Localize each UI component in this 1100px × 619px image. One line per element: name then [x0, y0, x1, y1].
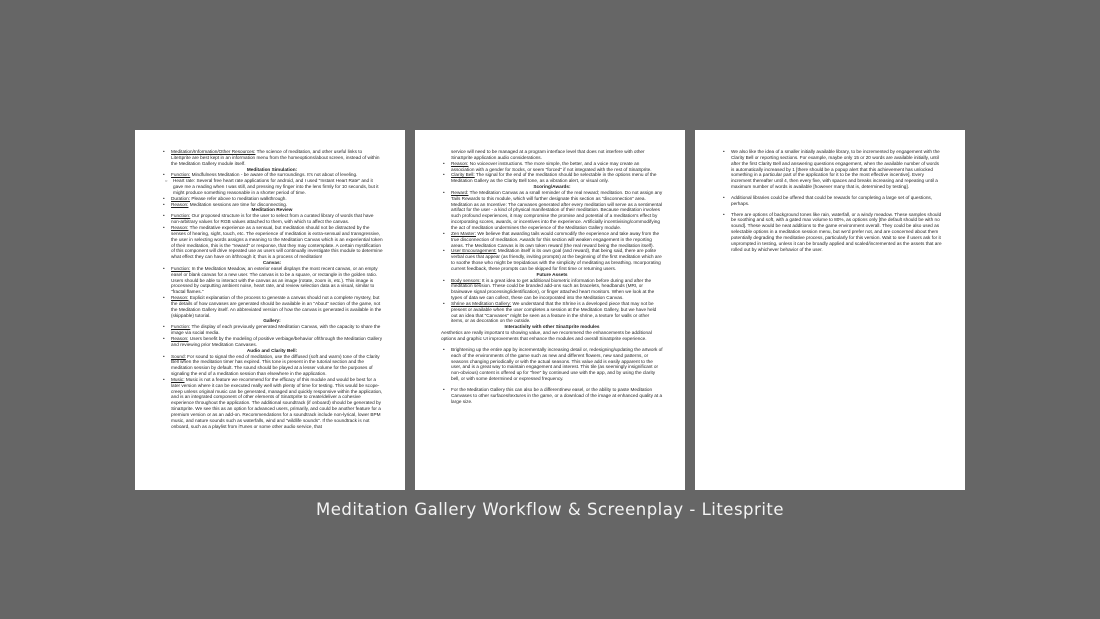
section-heading: Meditation Review: [251, 207, 293, 213]
bullet-text: We also like the idea of a smaller initially available library, to be incremented by engagement with the Clarity Bell or reporting sections. For example, maybe only 15 or 20 words are available initially, until after the first Clarity Bell and answering questions engagement, when the available number of words is automatically increased by 1 [there should be a popup alert that this achievement has unlocked something in a particular part of the application for it to be the most effective incentive]. Every increment thereafter until 4, then every five, with spaces and breaks increasing and repeating until a maximum number of words is available [however many that is, determined by testing].: [731, 149, 940, 190]
bullet-item: [171, 149, 383, 167]
bullet-text: Users benefit by the modeling of positive verbiage/behavior of/through the Meditation Gallery and reviewing prior Meditation Canvases.: [171, 336, 383, 347]
bullet-text: Heart rate: Several free heart rate applications for android, and I used "Instant Heart Rate" and it gave me a reading when I was still, and pressing my finger into the lens firmly for 10 seconds, but it might produce something reasonable in a shorter period of time.: [173, 178, 379, 195]
bullet-item: [171, 225, 383, 260]
bullet-term: Reason:: [171, 295, 189, 301]
bullet-text: Brightening up the entire app by incrementally increasing detail or, redesigning/updating the artwork of each of the environments of the game such as new and different flowers, new sand patterns, or seasons changing periodically or with the actual seasons. This value add is easily apparent to the user, and is a great way to maintain engagement and interest. This tile (as seemingly insignificant or non-obvious) content is offered up for "free" by continued use with the app, and by using the clarity bell, or with some determined or expressed frequency.: [451, 346, 663, 382]
bullet-list: [161, 354, 383, 430]
bullet-list: [441, 278, 663, 325]
section-heading: Meditation Simulation:: [246, 166, 298, 172]
bullet-text: For the Meditation Gallery this can also be a different/new easel, or the ability to paste Meditation Canvases to other surfaces/textures in the game, or a download of the image at enhanced quality at a large size.: [451, 386, 663, 404]
bullet-term: Function:: [171, 172, 191, 178]
bullet-list: [721, 149, 943, 190]
section-heading: Audio and Clarity Bell:: [246, 347, 298, 353]
bullet-text: Additional libraries could be offered that could be rewards for completing a large set of questions, perhaps.: [731, 194, 933, 206]
bullet-term: Shrine as Meditation Gallery:: [451, 300, 512, 306]
bullet-item: [451, 190, 663, 231]
bullet-item: [171, 336, 383, 348]
bullet-text: We believe that awarding tails would commodify the experience and take away from the true disconnection of meditation. Awards for this section will weaken engagement in the reporting areas. The Meditation Canvas is its own token reward (the real reward being the meditation itself).: [451, 230, 660, 248]
bullet-item: [451, 301, 663, 324]
bullet-term: Duration:: [171, 195, 191, 201]
bullet-list: [161, 324, 383, 347]
bullet-item: [451, 278, 663, 301]
bullet-list: [441, 190, 663, 272]
bullet-list: [441, 347, 663, 382]
bullet-text: No voiceover instructions. The more simple, the better, and a voice may create an association with a gender for Socks, or seem "forced" if not integrated with the rest of SinaSprite.: [451, 160, 652, 172]
bullet-item: [451, 231, 663, 249]
bullet-item: [171, 324, 383, 336]
sub-bullet-list: [161, 178, 383, 196]
bullet-text: The meditative experience as a sensual, but meditation should not be distracted by the senses of hearing, sight, touch, etc. The experience of meditation is extra-sensual and transgressive, the user in selecting words assigns a meaning to the Meditation Canvas which is an experiential token of their meditation, this is the "reward" or response, that they may contemplate. A certain mystification of this component will drive repeated use as users will continually investigate this module to determine what effect they can have on it/through it; thus is a process of meditation!: [171, 224, 383, 260]
bullet-list: [161, 149, 383, 167]
slide-caption: Meditation Gallery Workflow & Screenplay - Litesprite: [315, 500, 785, 519]
bullet-item: [451, 248, 663, 271]
bullet-text: The Meditation Canvas as a small reminder of the real reward; meditation. Do not assign any Tails Rewards to this module, which will further designate this section as "disconnection" area. Meditation as an Incentive: The canvases generated after every meditation will serve as a sentimental artifact for the user - a kind of physical manifestation of their meditation. Because meditation involves such profound experiences, it may compromise the promise and potential of a meditation's effect by incorporating scores, awards, or incentives into the experience. Artificially incentivising/commodifying the act of meditation undermines the experience of the Meditation Gallery module.: [451, 189, 663, 230]
bullet-item: [731, 212, 943, 253]
bullet-term: Zen Master:: [451, 230, 477, 236]
bullet-term: Reason:: [451, 160, 469, 166]
bullet-item: [171, 354, 383, 377]
bullet-term: Reward:: [451, 189, 469, 195]
bullet-text: The science of meditation, and other useful links to LiteSprite are best kept in an information menu from the homeoptions/about screen, instead of within the Meditation Gallery module itself.: [171, 149, 380, 166]
bullet-text: Music is not a feature we recommend for the efficacy of this module and would be best for a later version where it can be executed really well with plenty of time for testing. This would be scope-creep unless original music can be generated, managed and quickly responsive within the application, and is an integrated component of other elements of SinaSprite to create/deliver a cohesive experience throughout the application. The additional soundtrack (if onboard) should be generated by SinaSprite. We see this as an option for advanced users, primarily, and could be another feature for a premium version or as an add-on. Recommendations for a soundtrack include non-lyrical, lower BPM music, and nature sounds such as waterfalls, wind and "wildlife sounds". If the soundtrack is not onboard, such as a playlist from iTunes or some other audio service, that: [171, 376, 383, 429]
paragraph: Aesthetics are really important to showing value, and we recommend the enhancements be additional options and graphic UI improvements that enhance the modules and overall SinaSprite experience.: [441, 330, 652, 341]
document-page-2: [415, 130, 685, 490]
paragraph: service will need to be managed at a program interface level that does not interfere with other SinaSprite application audio considerations.: [451, 149, 645, 160]
section-heading: Future Assets: [536, 271, 568, 277]
bullet-item: [731, 149, 943, 190]
bullet-item: [171, 202, 383, 208]
bullet-list: [721, 212, 943, 253]
bullet-term: Function:: [171, 213, 191, 219]
bullet-item: [451, 172, 663, 184]
section-heading: Scoring/Awards:: [533, 184, 571, 190]
bullet-term: Music:: [171, 376, 185, 382]
bullet-list: [721, 195, 943, 207]
bullet-term: User Encouragement:: [451, 248, 497, 254]
bullet-text: In the Meditation Meadow, an exterior easel displays the most recent canvas, or an empty easel or blank canvas for a new user. The canvas is to be a square, or rectangle in the golden ratio. Users should be able to interact with the canvas as an image (rotate, zoom in, etc.). This image is processed by outputting ambient noise, heart rate, and review selection data as a visual, similar to "fractal flames.": [171, 265, 378, 295]
bullet-text: We understand that the Shrine is a developed piece that may not be present or available when the user completes a session at the Meditation Gallery, but we have held out an idea that "Canvases" might be seen as a feature in the shrine, a texture for walls or other items, or as decoration on the outside.: [451, 300, 657, 324]
bullet-item: [731, 195, 943, 207]
bullet-list: [441, 161, 663, 184]
bullet-term: Body sensors:: [451, 277, 481, 283]
bullet-text: Meditation sessions are time for disconnecting.: [188, 201, 288, 207]
bullet-term: Reason:: [171, 336, 189, 341]
section-heading: Interactivity with other SinaSprite modules: [504, 324, 600, 330]
bullet-term: Function:: [171, 324, 191, 330]
bullet-text: The display of each previously generated Meditation Canvas, with the capacity to share the image via social media.: [171, 324, 381, 336]
bullet-text: There are options of background tones like rain, waterfall, or a windy meadow. These samples should be soothing and soft, with a gated max volume to 80%, as options only [the default should be with no sound]. These would be neat additions to the game environment overall. They could be also used as selectable options in a meditation session menu, but we'd prefer not, and are concerned about them potentially degrading the meditative process, particularly for this version. Wait to see if users ask for it unprompted in testing, unless it can be broadly applied and scaled/incremented as the assets that are rolled out by whichever behavior of the user.: [731, 211, 942, 252]
bullet-text: Our proposed structure is for the user to select from a curated library of words that have non-arbitrary values for RGB values attached to them, with which to affect the canvas.: [171, 213, 374, 225]
bullet-list: [161, 266, 383, 319]
bullet-item: [451, 387, 663, 405]
bullet-term: Reason:: [171, 224, 189, 230]
document-page-1: [135, 130, 405, 490]
sub-bullet-item: [173, 178, 383, 196]
bullet-list: [161, 213, 383, 260]
bullet-list: [441, 387, 663, 405]
bullet-text: Meditation itself is its own goal (and reward), that being said, there are polite verbal cues that appear (as friendly, inviting prompts) at the beginning of the first meditation which are to soothe those who might be trepidatious with the simplicity of meditating as breathing. Incorporating current feedback, these prompts can be skipped for first time or returning users.: [451, 248, 662, 271]
bullet-text: Please refer above to meditation walkthrough.: [190, 195, 287, 201]
bullet-list: [161, 196, 383, 208]
bullet-item: [171, 377, 383, 430]
bullet-item: [451, 161, 663, 173]
bullet-term: Clarity Bell:: [451, 172, 475, 178]
bullet-text: It is a great idea to get additional biometric information before during and after the meditation session. These could be branded add-ons such as bracelets, headbands (MRI, or brainwave signal processing/identification), or finger attached heart monitors. When we look at the types of data we can collect, these can be incorporated into the Meditation Canvas.: [451, 277, 655, 301]
bullet-term: Sound:: [171, 353, 186, 359]
bullet-item: [171, 295, 383, 318]
bullet-text: For sound to signal the end of meditation, use the diffused (soft and warm) tone of the Clarity Bell when the meditation timer has expired. This tone is present in the tutorial section and the meditation session by default. The sound should be played at a lesser volume for the purposes of signaling the end of a meditation session than elsewhere in the application.: [171, 353, 380, 377]
bullet-term: Reason:: [171, 201, 189, 207]
bullet-item: [171, 266, 383, 295]
bullet-text: Explicit explanation of the process to generate a canvas should not a complete mystery, but the details of how canvases are generated should be available in an "About" section of the game, not the Meditation Gallery itself. An abbreviated version of how the canvas is generated is available in the (skippable) tutorial.: [171, 295, 382, 318]
section-heading: Gallery:: [263, 318, 281, 324]
bullet-term: Meditation/Information/Other Resources:: [171, 149, 256, 154]
bullet-text: The signal for the end of the meditation should be selectable in the options menu of the Meditation Gallery as the Clarity Bell tone, as a vibration alert, or visual only.: [451, 172, 657, 184]
bullet-term: Function:: [171, 265, 191, 271]
bullet-item: [451, 347, 663, 382]
document-page-3: [695, 130, 965, 490]
bullet-text: Mindfulness Meditation - be aware of the surroundings. It's not about of leveling.: [190, 172, 358, 178]
bullet-item: [171, 213, 383, 225]
section-heading: Canvas:: [262, 260, 282, 266]
